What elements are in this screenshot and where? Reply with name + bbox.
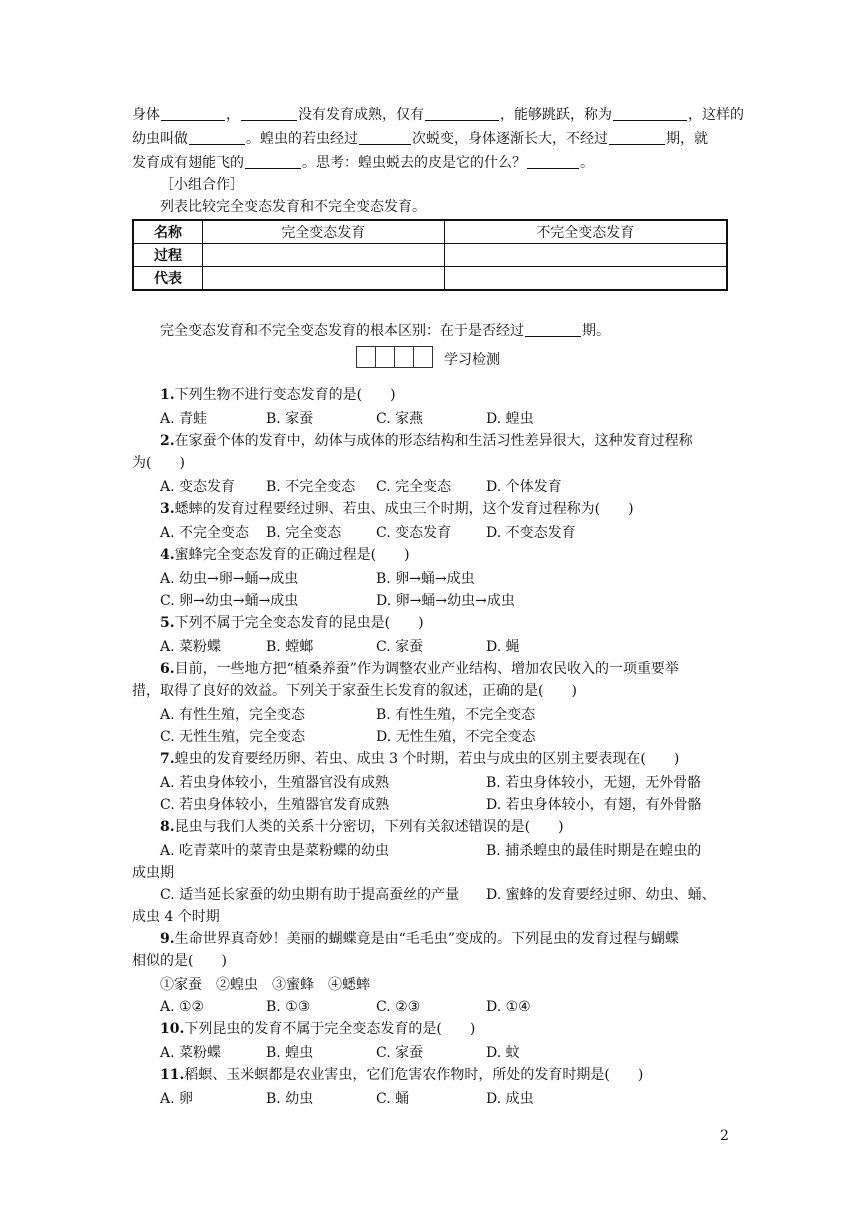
option-c[interactable]: C. 蛹 [376, 1091, 410, 1107]
difference-text [160, 321, 760, 341]
question-11 [160, 1065, 760, 1085]
question-9-items: ①家蚕 ②蝗虫 ③蜜蜂 ④蟋蟀 [160, 977, 370, 993]
question-4 [160, 545, 760, 565]
blank[interactable] [359, 130, 411, 145]
section-title: 学习检测 [444, 352, 500, 368]
question-3 [160, 499, 760, 519]
option-a[interactable]: A. 有性生殖，完全变态 [160, 707, 306, 723]
option-a[interactable]: A. 青蛙 [160, 411, 208, 427]
option-b-cont: 成虫期 [132, 865, 174, 881]
question-stem: 昆虫与我们人类的关系十分密切，下列有关叙述错误的是( ) [174, 819, 564, 835]
option-c[interactable]: C. 变态发育 [376, 525, 452, 541]
option-c[interactable]: C. 无性生殖，完全变态 [160, 729, 306, 745]
table-header-cell: 名称 [133, 220, 203, 244]
question-stem: 目前，一些地方把“植桑养蚕”作为调整农业产业结构、增加农民收入的一项重要举 [174, 661, 679, 677]
option-d[interactable]: D. 若虫身体较小，有翅，有外骨骼 [486, 797, 702, 813]
table-cell[interactable] [444, 267, 727, 291]
question-9 [160, 929, 760, 949]
question-stem: 稻螟、玉米螟都是农业害虫，它们危害农作物时，所处的发育时期是( ) [184, 1067, 644, 1083]
option-b[interactable]: B. 蝗虫 [266, 1045, 314, 1061]
text: 期，就 [666, 131, 708, 147]
question-number: 4. [160, 547, 175, 563]
option-a[interactable]: A. 吃青菜叶的菜青虫是菜粉蝶的幼虫 [160, 843, 390, 859]
option-b[interactable]: B. 完全变态 [266, 525, 342, 541]
box [375, 346, 394, 368]
option-c[interactable]: C. 完全变态 [376, 479, 452, 495]
question-number: 2. [160, 433, 175, 449]
option-d[interactable]: D. 无性生殖，不完全变态 [376, 729, 536, 745]
blank[interactable] [245, 154, 301, 169]
question-number: 10. [160, 1021, 185, 1037]
option-b[interactable]: B. 不完全变态 [266, 479, 356, 495]
blank[interactable] [609, 130, 665, 145]
option-c[interactable]: C. 家燕 [376, 411, 424, 427]
option-b[interactable]: B. 卵→蛹→成虫 [376, 571, 475, 587]
text: 。蝗虫的若虫经过 [246, 131, 358, 147]
option-b[interactable]: B. 家蚕 [266, 411, 314, 427]
option-c[interactable]: C. 卵→幼虫→蛹→成虫 [160, 593, 299, 609]
table-header-row [133, 220, 727, 244]
blank[interactable] [241, 106, 297, 121]
question-stem: 下列昆虫的发育不属于完全变态发育的是( ) [184, 1021, 476, 1037]
option-d[interactable]: D. 不变态发育 [486, 525, 576, 541]
table-cell[interactable] [203, 244, 445, 267]
box [394, 346, 413, 368]
option-a[interactable]: A. 若虫身体较小，生殖器官没有成熟 [160, 775, 390, 791]
text: 完全变态发育和不完全变态发育的根本区别：在于是否经过 [160, 323, 524, 339]
task-text: 列表比较完全变态发育和不完全变态发育。 [160, 199, 426, 215]
blank[interactable] [613, 106, 687, 121]
question-stem: 蜜蜂完全变态发育的正确过程是( ) [174, 547, 410, 563]
option-a[interactable]: A. 菜粉蝶 [160, 639, 222, 655]
option-c[interactable]: C. 若虫身体较小，生殖器官发育成熟 [160, 797, 390, 813]
text: 次蜕变，身体逐渐长大，不经过 [412, 131, 608, 147]
option-d[interactable]: D. 蜜蜂的发育要经过卵、幼虫、蛹、 [486, 887, 716, 903]
question-number: 7. [160, 751, 175, 767]
question-10 [160, 1019, 760, 1039]
table-cell[interactable] [444, 244, 727, 267]
intro-line-3 [132, 153, 732, 173]
text: 。 [580, 155, 594, 171]
option-a[interactable]: A. 不完全变态 [160, 525, 250, 541]
box [356, 346, 375, 368]
question-number: 8. [160, 819, 175, 835]
question-stem: 下列不属于完全变态发育的昆虫是( ) [174, 615, 424, 631]
option-a[interactable]: A. 幼虫→卵→蛹→成虫 [160, 571, 299, 587]
question-stem: 蝗虫的发育要经历卵、若虫、成虫 3 个时期，若虫与成虫的区别主要表现在( ) [174, 751, 680, 767]
text: 发育成有翅能飞的 [132, 155, 244, 171]
text: ， [226, 107, 240, 123]
text: 身体 [132, 107, 160, 123]
option-c[interactable]: C. 适当延长家蚕的幼虫期有助于提高蚕丝的产量 [160, 887, 460, 903]
option-d-cont: 成虫 4 个时期 [132, 909, 220, 925]
table-row-label: 过程 [133, 244, 203, 267]
group-label: ［小组合作］ [160, 177, 244, 193]
blank[interactable] [161, 106, 225, 121]
question-stem: 蟋蟀的发育过程要经过卵、若虫、成虫三个时期，这个发育过程称为( ) [174, 501, 634, 517]
question-6-cont: 措，取得了良好的效益。下列关于家蚕生长发育的叙述，正确的是( ) [132, 683, 577, 699]
box [413, 346, 433, 368]
question-number: 5. [160, 615, 175, 631]
option-d[interactable]: D. 蝇 [486, 639, 520, 655]
option-d[interactable]: D. ①④ [486, 999, 531, 1015]
question-5 [160, 613, 760, 633]
option-b[interactable]: B. ①③ [266, 999, 311, 1015]
table-row-label: 代表 [133, 267, 203, 291]
option-b[interactable]: B. 幼虫 [266, 1091, 314, 1107]
option-c[interactable]: C. ②③ [376, 999, 421, 1015]
question-1 [160, 385, 760, 405]
intro-line-2 [132, 129, 732, 149]
option-d[interactable]: D. 蝗虫 [486, 411, 534, 427]
intro-line-1 [132, 105, 744, 125]
question-stem: 生命世界真奇妙！美丽的蝴蝶竟是由“毛毛虫”变成的。下列昆虫的发育过程与蝴蝶 [174, 931, 679, 947]
question-stem: 在家蚕个体的发育中，幼体与成体的形态结构和生活习性差异很大，这种发育过程称 [174, 433, 693, 449]
question-2 [160, 431, 760, 451]
blank[interactable] [527, 154, 579, 169]
option-d[interactable]: D. 成虫 [486, 1091, 534, 1107]
option-c[interactable]: C. 家蚕 [376, 1045, 424, 1061]
table-header-cell: 不完全变态发育 [444, 220, 727, 244]
question-number: 1. [160, 387, 175, 403]
option-d[interactable]: D. 蚊 [486, 1045, 520, 1061]
question-2-cont: 为( ) [132, 455, 185, 471]
section-boxes [356, 346, 433, 368]
question-number: 6. [160, 661, 175, 677]
question-8 [160, 817, 760, 837]
option-b[interactable]: B. 捕杀蝗虫的最佳时期是在蝗虫的 [486, 843, 702, 859]
table-row [133, 267, 727, 291]
option-c[interactable]: C. 家蚕 [376, 639, 424, 655]
question-7 [160, 749, 760, 769]
option-b[interactable]: B. 有性生殖，不完全变态 [376, 707, 536, 723]
question-6 [160, 659, 760, 679]
blank[interactable] [425, 106, 499, 121]
option-b[interactable]: B. 若虫身体较小，无翅，无外骨骼 [486, 775, 702, 791]
text: ，这样的 [688, 107, 744, 123]
question-9-cont: 相似的是( ) [132, 953, 227, 969]
option-a[interactable]: A. 变态发育 [160, 479, 236, 495]
option-a[interactable]: A. ①② [160, 999, 205, 1015]
option-a[interactable]: A. 卵 [160, 1091, 194, 1107]
comparison-table [132, 219, 728, 291]
table-header-cell: 完全变态发育 [203, 220, 445, 244]
text: 幼虫叫做 [132, 131, 188, 147]
option-d[interactable]: D. 个体发育 [486, 479, 562, 495]
option-d[interactable]: D. 卵→蛹→幼虫→成虫 [376, 593, 515, 609]
table-row [133, 244, 727, 267]
blank[interactable] [525, 322, 581, 337]
question-number: 9. [160, 931, 175, 947]
option-a[interactable]: A. 菜粉蝶 [160, 1045, 222, 1061]
question-stem: 下列生物不进行变态发育的是( ) [174, 387, 396, 403]
question-number: 3. [160, 501, 175, 517]
text: 期。 [582, 323, 610, 339]
table-cell[interactable] [203, 267, 445, 291]
text: 。思考：蝗虫蜕去的皮是它的什么？ [302, 155, 526, 171]
blank[interactable] [189, 130, 245, 145]
text: 没有发育成熟，仅有 [298, 107, 424, 123]
page-number: 2 [720, 1128, 729, 1144]
option-b[interactable]: B. 螳螂 [266, 639, 314, 655]
text: ，能够跳跃，称为 [500, 107, 612, 123]
question-number: 11. [160, 1067, 185, 1083]
